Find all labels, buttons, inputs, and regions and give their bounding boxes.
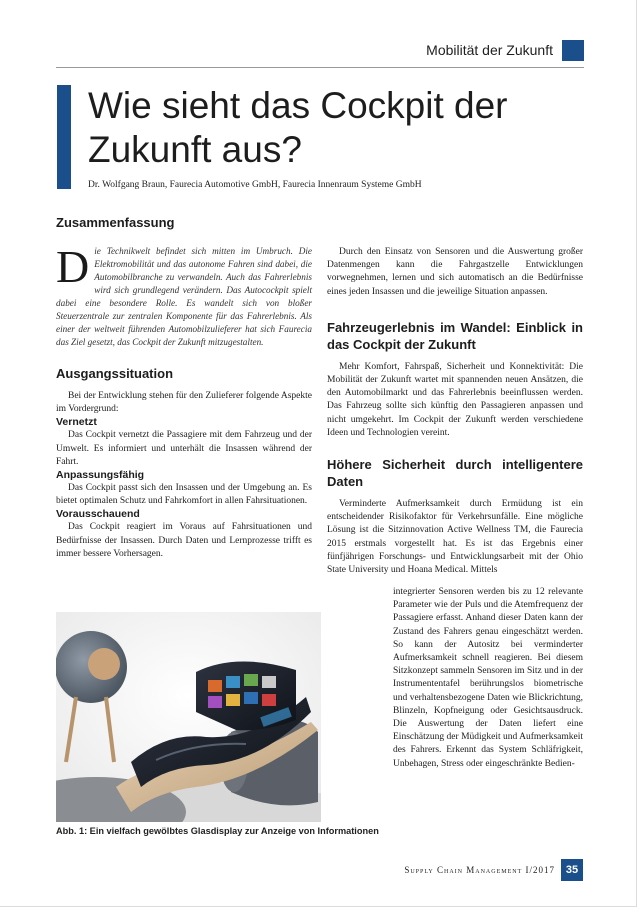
abstract-heading: Zusammenfassung [56, 215, 175, 230]
page-number: 35 [561, 859, 583, 881]
title-accent-bar [57, 85, 71, 189]
right-intro: Durch den Einsatz von Sensoren und die Auswertung großer Datenmengen kann die Fahrgastzelle Entwicklungen vorwegnehmen, lernen und sich automatisch an die Bedürfnisse eines jeden Insassen und die jeweilige Situation anpassen. [327, 247, 583, 297]
term-vorausschauend: Vorausschauend [56, 508, 140, 521]
left-column [56, 214, 312, 561]
ausgang-intro: Bei der Entwicklung stehen für den Zulieferer folgende Aspekte im Vordergrund: [56, 391, 312, 415]
abstract-text [56, 241, 312, 349]
dropcap: D [56, 241, 90, 292]
header-rule [56, 67, 584, 68]
sicherheit-wrap-text: integrierter Sensoren werden bis zu 12 relevante Parameter wie der Puls und die Atemfrequenz der Passagiere erfasst. Anhand dieser Daten kann der Zustand des Fahrers genau eingeschätzt werden. So kann der Autositz bei verminderter Aufmerksamkeit schnell reagieren. Bei diesem Sitzkonzept sammeln Sensoren im Sitz und in der Instrumententafel berührungslos biometrische und verhaltensbezogene Daten wie Blickrichtung, Blinzeln, Kopfneigung oder Gesichtsausdruck. Die Auswertung der Daten liefert eine Einschätzung der Müdigkeit und Aufmerksamkeit des Fahrers. Erkennt das System Schläfrigkeit, Unbehagen, Stress oder eingeschränkte Bedien- [393, 587, 583, 769]
footer-journal: Supply Chain Management I/2017 [404, 865, 555, 875]
term-anpassungsfaehig: Anpassungsfähig [56, 469, 145, 482]
fahrerlebnis-heading: Fahrzeugerlebnis im Wandel: Einblick in das Cockpit der Zukunft [327, 319, 583, 352]
term-vernetzt: Vernetzt [56, 416, 97, 429]
fahrerlebnis-text: Mehr Komfort, Fahrspaß, Sicherheit und Konnektivität: Die Mobilität der Zukunft wartet mit spannenden neuen Ansätzen, die den Automobilmarkt und das Fahrerlebnis beeinflussen werden. Das Fahrzeug sollte sich künftig den Passagieren anpassen und nicht umgekehrt. Im Cockpit der Zukunft werden verschiedene Ideen und Technologien vereint. [327, 361, 583, 438]
figure-cockpit-display [56, 612, 321, 822]
sicherheit-heading: Höhere Sicherheit durch intelligentere Daten [327, 457, 583, 490]
text-vorausschauend: Das Cockpit reagiert im Voraus auf Fahrsituationen und Bedürfnisse der Insassen. Durch Daten und Lernprozesse trifft es immer bessere Vorhersagen. [56, 522, 312, 559]
figure-caption: Abb. 1: Ein vielfach gewölbtes Glasdisplay zur Anzeige von Informationen [56, 826, 379, 836]
abstract-body: ie Technikwelt befindet sich mitten im Umbruch. Die Elektromobilität und das autonome Fahren sind dabei, die Automobilbranche zu verwandeln. Auch das Fahrerlebnis wird sich grundlegend verändern. Das Autocockpit spielt dabei eine besondere Rolle. Es wandelt sich von bloßer Steuerzentrale zur zentralen Komponente für das Fahrerlebnis. Als einer der weltweit führenden Automobilzulieferer hat sich Faurecia das Ziel gesetzt, das Cockpit der Zukunft mitzugestalten. [56, 246, 312, 347]
section-label: Mobilität der Zukunft [426, 42, 553, 58]
text-anpassungsfaehig: Das Cockpit passt sich den Insassen und der Umgebung an. Es bietet optimalen Schutz und Fahrkomfort in allen Fahrsituationen. [56, 483, 312, 507]
sicherheit-text: Verminderte Aufmerksamkeit durch Ermüdung ist ein entscheidender Risikofaktor für Verkehrsunfälle. Eine mögliche Lösung ist die Sitzinnovation Active Wellness TM, die Faurecia 2015 erstmals vorgestellt hat. Es ist das Ergebnis einer fünfjährigen Forschungs- und Entwicklungsarbeit mit der Ohio State University und Hoana Medical. Mittels [327, 499, 583, 576]
cockpit-illustration [56, 612, 321, 822]
ausgang-heading: Ausgangssituation [56, 366, 174, 381]
article-title: Wie sieht das Cockpit der Zukunft aus? [88, 85, 508, 170]
section-marker [562, 40, 584, 61]
right-column [327, 246, 583, 577]
article-authors: Dr. Wolfgang Braun, Faurecia Automotive GmbH, Faurecia Innenraum Systeme GmbH [88, 180, 422, 190]
text-vernetzt: Das Cockpit vernetzt die Passagiere mit dem Fahrzeug und der Umwelt. Es informiert und unterhält die Insassen während der Fahrt. [56, 430, 312, 467]
